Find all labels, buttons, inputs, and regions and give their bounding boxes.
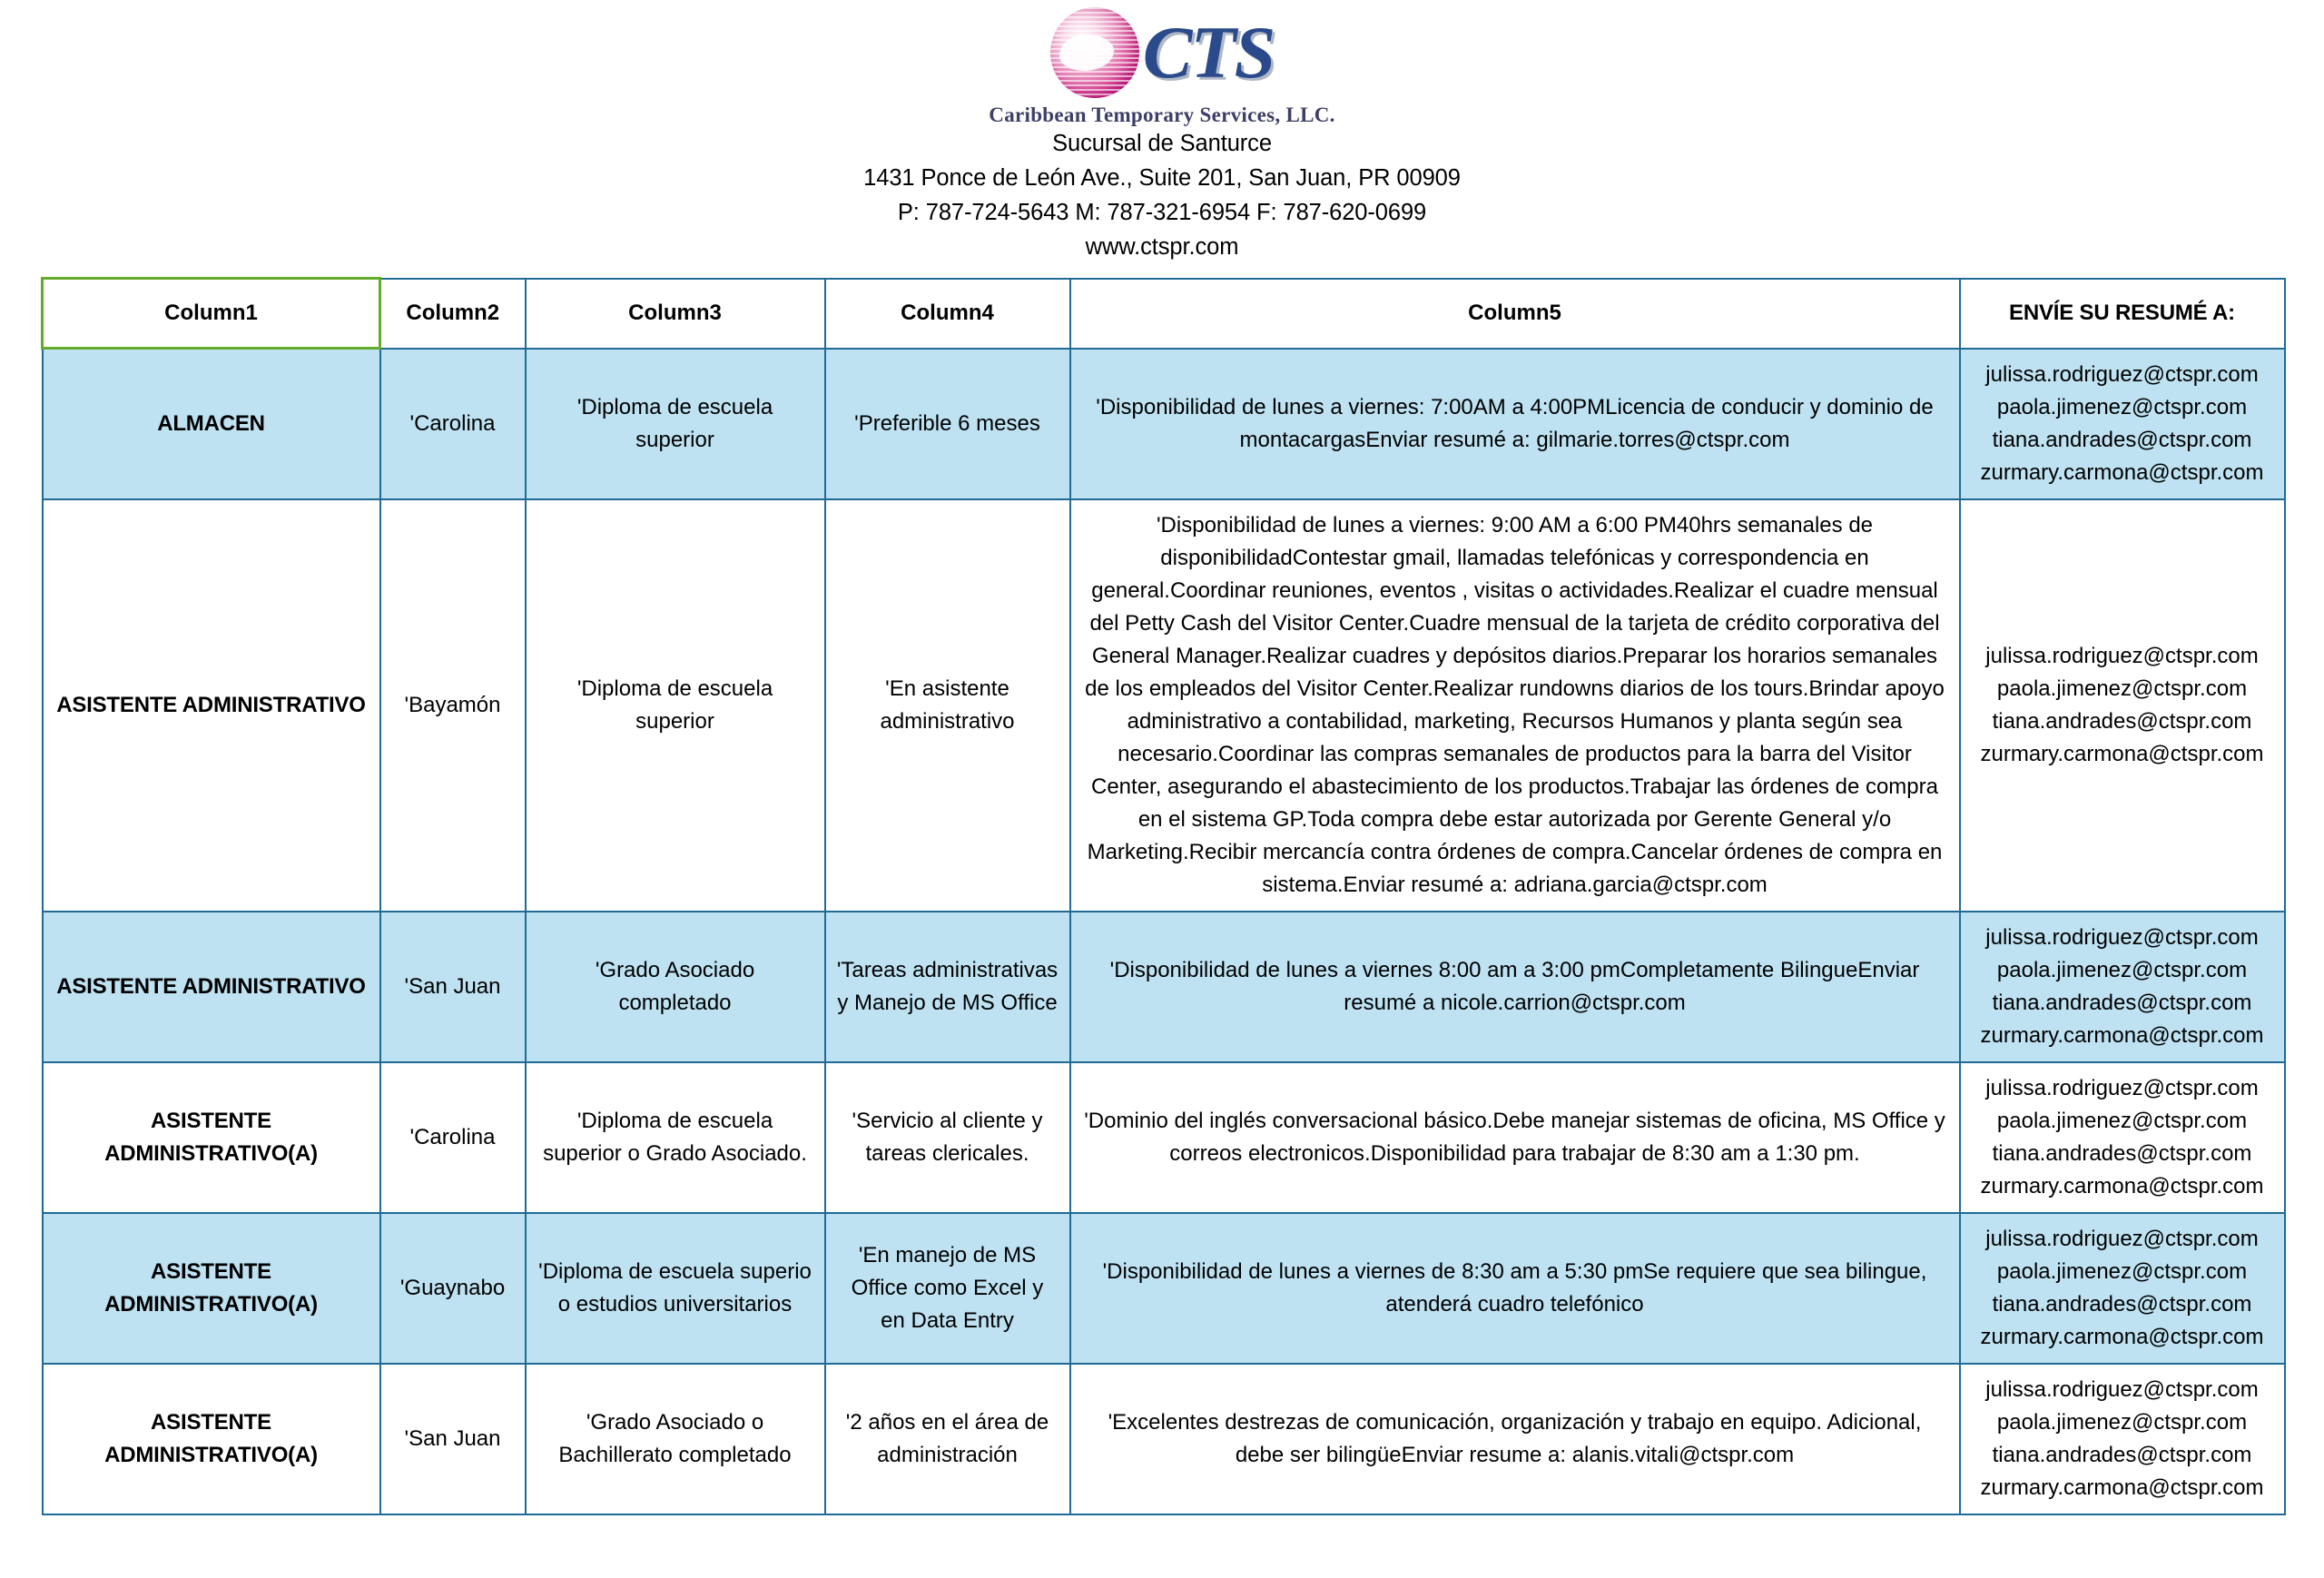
globe-icon	[1050, 7, 1139, 98]
column-header-5[interactable]: Column5	[1070, 279, 1960, 349]
contact-email-link[interactable]: tiana.andrades@ctspr.com	[1992, 1442, 2252, 1467]
cell-contact-emails	[1960, 912, 2285, 1062]
cell-educacion: 'Diploma de escuela superior	[526, 499, 825, 912]
contact-email-link[interactable]: zurmary.carmona@ctspr.com	[1980, 1474, 2264, 1500]
job-listing-table	[41, 277, 2286, 1515]
job-listing-table-wrapper	[41, 277, 2283, 1515]
cell-contact-emails	[1960, 499, 2285, 912]
contact-email-link[interactable]: paola.jimenez@ctspr.com	[1996, 394, 2248, 419]
address-line: 1431 Ponce de León Ave., Suite 201, San Juan, PR 00909	[863, 165, 1461, 192]
column-header-1[interactable]: Column1	[43, 279, 380, 349]
cell-experiencia: 'Preferible 6 meses	[825, 349, 1070, 499]
cell-pueblo: 'Carolina	[380, 1062, 526, 1213]
contact-email-link[interactable]: zurmary.carmona@ctspr.com	[1980, 1022, 2264, 1048]
contact-email-link[interactable]: julissa.rodriguez@ctspr.com	[1985, 1226, 2259, 1251]
contact-email-link[interactable]: julissa.rodriguez@ctspr.com	[1985, 1075, 2259, 1100]
company-logo	[989, 4, 1334, 126]
contact-email-link[interactable]: zurmary.carmona@ctspr.com	[1980, 1173, 2264, 1198]
cell-requisitos: 'Excelentes destrezas de comunicación, organización y trabajo en equipo. Adicional, debe ser bilingüeEnviar resume a: alanis.vitali@ctspr.com	[1070, 1364, 1960, 1514]
cell-educacion: 'Diploma de escuela superior o Grado Asociado.	[526, 1062, 825, 1213]
cell-requisitos: 'Dominio del inglés conversacional básico.Debe manejar sistemas de oficina, MS Office y correos electronicos.Disponibilidad para trabajar de 8:30 am a 1:30 pm.	[1070, 1062, 1960, 1213]
contact-email-link[interactable]: paola.jimenez@ctspr.com	[1996, 1409, 2248, 1435]
cell-contact-emails	[1960, 349, 2285, 499]
contact-email-link[interactable]: paola.jimenez@ctspr.com	[1996, 1258, 2248, 1284]
contact-email-link[interactable]: tiana.andrades@ctspr.com	[1992, 1291, 2252, 1317]
table-row	[43, 1364, 2285, 1514]
cell-puesto: ALMACEN	[43, 349, 380, 499]
column-header-6[interactable]: ENVÍE SU RESUMÉ A:	[1960, 279, 2285, 349]
table-row	[43, 349, 2285, 499]
cell-pueblo: 'San Juan	[380, 1364, 526, 1514]
cell-requisitos: 'Disponibilidad de lunes a viernes: 9:00 AM a 6:00 PM40hrs semanales de disponibilidadContestar gmail, llamadas telefónicas y correspondencia en general.Coordinar reuniones, eventos , visitas o actividades.Realizar el cuadre mensual del Petty Cash del Visitor Center.Cuadre mensual de la tarjeta de crédito corporativa del General Manager.Realizar cuadres y depósitos diarios.Preparar los horarios semanales de los empleados del Visitor Center.Realizar rundowns diarios de los tours.Brindar apoyo administrativo a contabilidad, marketing, Recursos Humanos y planta según sea necesario.Coordinar las compras semanales de productos para la barra del Visitor Center, asegurando el abastecimiento de los productos.Trabajar las órdenes de compra en el sistema GP.Toda compra debe estar autorizada por Gerente General y/o Marketing.Recibir mercancía contra órdenes de compra.Cancelar órdenes de compra en sistema.Enviar resumé a: adriana.garcia@ctspr.com	[1070, 499, 1960, 912]
website-line: www.ctspr.com	[1085, 234, 1239, 261]
cell-pueblo: 'Guaynabo	[380, 1213, 526, 1364]
letterhead	[0, 0, 2324, 264]
contact-email-link[interactable]: paola.jimenez@ctspr.com	[1996, 1108, 2248, 1133]
contact-email-link[interactable]: julissa.rodriguez@ctspr.com	[1985, 924, 2259, 950]
header-row	[43, 279, 2285, 349]
column-header-3[interactable]: Column3	[526, 279, 825, 349]
cell-educacion: 'Diploma de escuela superior	[526, 349, 825, 499]
cell-pueblo: 'Carolina	[380, 349, 526, 499]
contact-email-link[interactable]: julissa.rodriguez@ctspr.com	[1985, 1376, 2259, 1402]
cell-experiencia: '2 años en el área de administración	[825, 1364, 1070, 1514]
logo-wordmark: CTS	[1142, 11, 1275, 94]
table-row	[43, 1062, 2285, 1213]
contact-email-link[interactable]: zurmary.carmona@ctspr.com	[1980, 459, 2264, 485]
branch-name: Sucursal de Santurce	[1052, 131, 1272, 157]
cell-contact-emails	[1960, 1213, 2285, 1364]
contact-email-link[interactable]: tiana.andrades@ctspr.com	[1992, 427, 2252, 452]
phone-line: P: 787-724-5643 M: 787-321-6954 F: 787-620-0699	[897, 200, 1427, 226]
contact-email-link[interactable]: julissa.rodriguez@ctspr.com	[1985, 361, 2259, 387]
cell-puesto: ASISTENTE ADMINISTRATIVO	[43, 912, 380, 1062]
contact-email-link[interactable]: paola.jimenez@ctspr.com	[1996, 957, 2248, 982]
table-body	[43, 349, 2285, 1514]
contact-email-link[interactable]: zurmary.carmona@ctspr.com	[1980, 741, 2264, 766]
table-row	[43, 1213, 2285, 1364]
cell-pueblo: 'Bayamón	[380, 499, 526, 912]
contact-email-link[interactable]: paola.jimenez@ctspr.com	[1996, 676, 2248, 701]
cell-educacion: 'Grado Asociado completado	[526, 912, 825, 1062]
cell-experiencia: 'Servicio al cliente y tareas clericales.	[825, 1062, 1070, 1213]
cell-contact-emails	[1960, 1062, 2285, 1213]
cell-puesto: ASISTENTE ADMINISTRATIVO(A)	[43, 1213, 380, 1364]
table-row	[43, 912, 2285, 1062]
cell-experiencia: 'En asistente administrativo	[825, 499, 1070, 912]
cell-educacion: 'Diploma de escuela superio o estudios universitarios	[526, 1213, 825, 1364]
cell-puesto: ASISTENTE ADMINISTRATIVO	[43, 499, 380, 912]
cell-requisitos: 'Disponibilidad de lunes a viernes de 8:30 am a 5:30 pmSe requiere que sea bilingue, atenderá cuadro telefónico	[1070, 1213, 1960, 1364]
cell-puesto: ASISTENTE ADMINISTRATIVO(A)	[43, 1062, 380, 1213]
cell-requisitos: 'Disponibilidad de lunes a viernes 8:00 am a 3:00 pmCompletamente BilingueEnviar resumé a nicole.carrion@ctspr.com	[1070, 912, 1960, 1062]
cell-requisitos: 'Disponibilidad de lunes a viernes: 7:00AM a 4:00PMLicencia de conducir y dominio de montacargasEnviar resumé a: gilmarie.torres@ctspr.com	[1070, 349, 1960, 499]
cell-pueblo: 'San Juan	[380, 912, 526, 1062]
column-header-2[interactable]: Column2	[380, 279, 526, 349]
cell-experiencia: 'Tareas administrativas y Manejo de MS Office	[825, 912, 1070, 1062]
contact-email-link[interactable]: zurmary.carmona@ctspr.com	[1980, 1324, 2264, 1349]
contact-email-link[interactable]: tiana.andrades@ctspr.com	[1992, 708, 2252, 734]
cell-educacion: 'Grado Asociado o Bachillerato completado	[526, 1364, 825, 1514]
logo-row	[989, 4, 1334, 102]
table-row	[43, 499, 2285, 912]
column-header-4[interactable]: Column4	[825, 279, 1070, 349]
cell-puesto: ASISTENTE ADMINISTRATIVO(A)	[43, 1364, 380, 1514]
contact-email-link[interactable]: tiana.andrades@ctspr.com	[1992, 990, 2252, 1015]
table-header	[43, 279, 2285, 349]
contact-email-link[interactable]: julissa.rodriguez@ctspr.com	[1985, 643, 2259, 668]
cell-contact-emails	[1960, 1364, 2285, 1514]
contact-email-link[interactable]: tiana.andrades@ctspr.com	[1992, 1140, 2252, 1166]
logo-caption: Caribbean Temporary Services, LLC.	[989, 104, 1335, 126]
cell-experiencia: 'En manejo de MS Office como Excel y en Data Entry	[825, 1213, 1070, 1364]
